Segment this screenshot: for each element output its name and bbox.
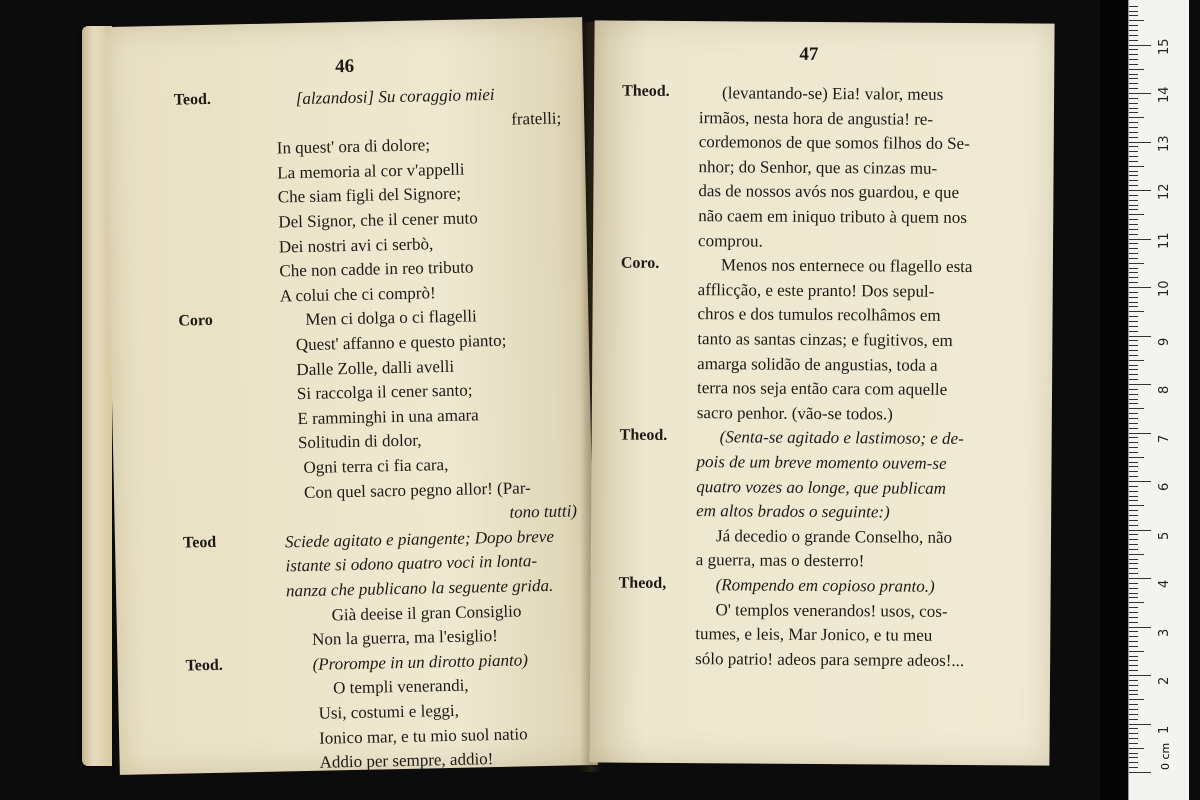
text-line: afflicção, e este pranto! Dos sepul- bbox=[697, 279, 935, 301]
ruler-tick bbox=[1129, 724, 1151, 725]
ruler-tick bbox=[1129, 336, 1151, 337]
ruler-tick bbox=[1129, 54, 1138, 55]
ruler-tick bbox=[1129, 88, 1138, 89]
ruler-label: 11 bbox=[1157, 231, 1172, 249]
ruler-tick bbox=[1129, 263, 1144, 264]
ruler-label: 2 bbox=[1157, 676, 1172, 685]
ruler-tick bbox=[1129, 171, 1138, 172]
speaker-label: Theod. bbox=[622, 82, 670, 100]
ruler-tick bbox=[1129, 83, 1138, 84]
ruler-tick bbox=[1129, 190, 1151, 191]
ruler-tick bbox=[1129, 360, 1144, 361]
measuring-ruler bbox=[1128, 0, 1189, 800]
ruler-tick bbox=[1129, 180, 1138, 181]
ruler-tick bbox=[1129, 74, 1138, 75]
ruler-tick bbox=[1129, 520, 1138, 521]
text-line: O templi venerandi, bbox=[332, 675, 469, 698]
text-line: Quest' affanno e questo pianto; bbox=[295, 330, 507, 355]
ruler-tick bbox=[1129, 539, 1138, 540]
ruler-tick bbox=[1129, 40, 1138, 41]
ruler-tick bbox=[1129, 350, 1138, 351]
ruler-tick bbox=[1129, 714, 1138, 715]
ruler-tick bbox=[1129, 466, 1138, 467]
ruler-tick bbox=[1129, 64, 1138, 65]
ruler-tick bbox=[1129, 505, 1144, 506]
ruler-tick bbox=[1129, 112, 1138, 113]
ruler-tick bbox=[1129, 132, 1138, 133]
ruler-tick bbox=[1129, 214, 1144, 215]
ruler-tick bbox=[1129, 476, 1138, 477]
ruler-tick bbox=[1129, 98, 1138, 99]
ruler-label: 6 bbox=[1157, 482, 1172, 491]
ruler-tick bbox=[1129, 69, 1144, 70]
ruler-label: 8 bbox=[1157, 385, 1172, 394]
right-page bbox=[589, 20, 1054, 765]
ruler-tick bbox=[1129, 428, 1138, 429]
text-line: Já decedio o grande Conselho, não bbox=[715, 526, 953, 547]
text-line: nanza che publicano la seguente grida. bbox=[285, 575, 554, 601]
page-number: 47 bbox=[799, 43, 819, 65]
ruler-tick bbox=[1129, 108, 1138, 109]
ruler-label: 9 bbox=[1157, 337, 1172, 346]
ruler-tick bbox=[1129, 6, 1138, 7]
ruler-tick bbox=[1129, 622, 1138, 623]
ruler-tick bbox=[1129, 617, 1138, 618]
ruler-tick bbox=[1129, 117, 1144, 118]
ruler-tick bbox=[1129, 272, 1138, 273]
ruler-tick bbox=[1129, 239, 1151, 240]
ruler-tick bbox=[1129, 205, 1138, 206]
ruler-tick bbox=[1129, 500, 1138, 501]
ruler-tick bbox=[1129, 146, 1138, 147]
ruler-tick bbox=[1129, 93, 1151, 94]
ruler-tick bbox=[1129, 161, 1138, 162]
ruler-tick bbox=[1129, 559, 1138, 560]
ruler-tick bbox=[1129, 646, 1138, 647]
text-line: Non la guerra, ma l'esiglio! bbox=[311, 626, 499, 650]
text-line: O' templos venerandos! usos, cos- bbox=[715, 599, 948, 621]
ruler-tick bbox=[1129, 142, 1151, 143]
text-line: irmãos, nesta hora de angustia! re- bbox=[698, 107, 934, 129]
speaker-label: Teod. bbox=[185, 656, 223, 675]
ruler-label: 4 bbox=[1157, 579, 1172, 588]
ruler-tick bbox=[1129, 258, 1138, 259]
ruler-tick bbox=[1129, 544, 1138, 545]
ruler-tick bbox=[1129, 340, 1138, 341]
ruler-tick bbox=[1129, 690, 1138, 691]
ruler-tick bbox=[1129, 733, 1138, 734]
ruler-tick bbox=[1129, 384, 1151, 385]
speaker-label: Theod, bbox=[618, 574, 667, 592]
ruler-tick bbox=[1129, 738, 1138, 739]
ruler-tick bbox=[1129, 437, 1138, 438]
ruler-label: 12 bbox=[1157, 183, 1172, 200]
ruler-tick bbox=[1129, 442, 1138, 443]
ruler-tick bbox=[1129, 234, 1138, 235]
ruler-tick bbox=[1129, 481, 1151, 482]
speaker-label: Teod bbox=[182, 533, 217, 552]
ruler-tick bbox=[1129, 25, 1138, 26]
text-line: Solitudin di dolor, bbox=[297, 430, 422, 453]
background-band bbox=[1100, 0, 1128, 800]
ruler-tick bbox=[1129, 253, 1138, 254]
speaker-label: Coro. bbox=[620, 254, 660, 273]
ruler-tick bbox=[1129, 394, 1138, 395]
ruler-tick bbox=[1129, 306, 1138, 307]
text-line: tanto as santas cinzas; e fugitivos, em bbox=[697, 329, 953, 350]
ruler-tick bbox=[1129, 462, 1138, 463]
ruler-tick bbox=[1129, 447, 1138, 448]
ruler-tick bbox=[1129, 15, 1138, 16]
text-line: A colui che ci comprò! bbox=[279, 283, 436, 306]
ruler-tick bbox=[1129, 326, 1138, 327]
ruler-tick bbox=[1129, 680, 1138, 681]
ruler-tick bbox=[1129, 636, 1138, 637]
ruler-tick bbox=[1129, 185, 1138, 186]
text-line: pois de um breve momento ouvem-se bbox=[696, 452, 947, 473]
ruler-tick bbox=[1129, 433, 1151, 434]
ruler-tick bbox=[1129, 563, 1138, 564]
text-line: Men ci dolga o ci flagelli bbox=[305, 306, 477, 330]
ruler-label: 7 bbox=[1157, 434, 1172, 443]
ruler-tick bbox=[1129, 297, 1138, 298]
ruler-tick bbox=[1129, 549, 1138, 550]
ruler-tick bbox=[1129, 728, 1138, 729]
text-line: fratelli; bbox=[511, 108, 562, 129]
ruler-tick bbox=[1129, 631, 1138, 632]
text-line: quatro vozes ao longe, que publicam bbox=[696, 476, 947, 498]
ruler-tick bbox=[1129, 583, 1138, 584]
ruler-tick bbox=[1129, 491, 1138, 492]
text-line: Dei nostri avi ci serbò, bbox=[278, 233, 434, 257]
ruler-tick bbox=[1129, 321, 1138, 322]
ruler-tick bbox=[1129, 665, 1138, 666]
ruler-tick bbox=[1129, 127, 1138, 128]
ruler-tick bbox=[1129, 748, 1144, 749]
ruler-tick bbox=[1129, 311, 1144, 312]
ruler-label: 1 bbox=[1157, 725, 1172, 734]
text-line: tumes, e leis, Mar Jonico, e tu meu bbox=[695, 624, 933, 645]
text-line: [alzandosi] Su coraggio miei bbox=[295, 84, 495, 109]
ruler-tick bbox=[1129, 166, 1144, 167]
ruler-tick bbox=[1129, 282, 1138, 283]
ruler-tick bbox=[1129, 49, 1138, 50]
ruler-tick bbox=[1129, 151, 1138, 152]
page-number: 46 bbox=[334, 55, 355, 78]
ruler-tick bbox=[1129, 59, 1138, 60]
ruler-tick bbox=[1129, 287, 1151, 288]
ruler-label: 14 bbox=[1157, 86, 1172, 103]
ruler-label: 15 bbox=[1157, 37, 1172, 55]
text-line: In quest' ora di dolore; bbox=[276, 135, 431, 158]
ruler-tick bbox=[1129, 45, 1151, 46]
text-line: cordemonos de que somos filhos do Se- bbox=[698, 132, 970, 154]
text-line: chros e dos tumulos recolhâmos em bbox=[697, 304, 941, 326]
ruler-tick bbox=[1129, 277, 1138, 278]
ruler-tick bbox=[1129, 20, 1144, 21]
ruler-tick bbox=[1129, 399, 1138, 400]
ruler-tick bbox=[1129, 219, 1138, 220]
text-line: sólo patrio! adeos para sempre adeos!... bbox=[695, 648, 965, 670]
ruler-tick bbox=[1129, 423, 1138, 424]
ruler-tick bbox=[1129, 694, 1138, 695]
ruler-tick bbox=[1129, 248, 1138, 249]
ruler-tick bbox=[1129, 471, 1138, 472]
ruler-tick bbox=[1129, 597, 1138, 598]
text-line: Menos nos enternece ou flagello esta bbox=[720, 255, 973, 277]
ruler-tick bbox=[1129, 345, 1138, 346]
ruler-tick bbox=[1129, 588, 1138, 589]
text-line: não caem em iniquo tributo à quem nos bbox=[698, 206, 967, 228]
ruler-tick bbox=[1129, 515, 1138, 516]
speaker-label: Coro bbox=[178, 312, 213, 330]
ruler-label: 5 bbox=[1157, 531, 1172, 540]
ruler-tick bbox=[1129, 554, 1144, 555]
ruler-tick bbox=[1129, 229, 1138, 230]
text-line: La memoria al cor v'appelli bbox=[277, 159, 465, 183]
text-line: nhor; do Senhor, que as cinzas mu- bbox=[698, 156, 938, 178]
ruler-tick bbox=[1129, 670, 1138, 671]
ruler-tick bbox=[1129, 243, 1138, 244]
ruler-label: 10 bbox=[1157, 280, 1172, 297]
ruler-tick bbox=[1129, 578, 1151, 579]
ruler-tick bbox=[1129, 675, 1151, 676]
ruler-tick bbox=[1129, 379, 1138, 380]
ruler-label: 13 bbox=[1157, 134, 1172, 152]
ruler-tick bbox=[1129, 413, 1138, 414]
ruler-tick bbox=[1129, 704, 1138, 705]
ruler-tick bbox=[1129, 224, 1138, 225]
ruler-tick bbox=[1129, 530, 1151, 531]
text-line: E ramminghi in una amara bbox=[297, 405, 479, 428]
ruler-tick bbox=[1129, 200, 1138, 201]
ruler-tick bbox=[1129, 568, 1138, 569]
text-line: Che siam figli del Signore; bbox=[277, 184, 462, 207]
ruler-tick bbox=[1129, 365, 1138, 366]
text-line: Dalle Zolle, dalli avelli bbox=[296, 356, 455, 379]
ruler-tick bbox=[1129, 496, 1138, 497]
ruler-tick bbox=[1129, 175, 1138, 176]
ruler-tick bbox=[1129, 156, 1138, 157]
text-line: Ionico mar, e tu mio suol natio bbox=[318, 723, 528, 748]
ruler-tick bbox=[1129, 719, 1138, 720]
ruler-tick bbox=[1129, 757, 1138, 758]
text-line: tono tutti) bbox=[509, 501, 578, 522]
text-line: (Rompendo em copioso pranto.) bbox=[715, 575, 935, 596]
ruler-tick bbox=[1129, 403, 1138, 404]
ruler-tick bbox=[1129, 486, 1138, 487]
ruler-tick bbox=[1129, 35, 1138, 36]
text-line: sacro penhor. (vão-se todos.) bbox=[696, 402, 893, 424]
ruler-tick bbox=[1129, 743, 1138, 744]
ruler-tick bbox=[1129, 30, 1138, 31]
text-line: Ogni terra ci fia cara, bbox=[303, 454, 449, 478]
ruler-tick bbox=[1129, 316, 1138, 317]
text-line: istante si odono quatro voci in lonta- bbox=[285, 551, 538, 576]
text-line: Già deeise il gran Consiglio bbox=[331, 601, 522, 625]
ruler-tick bbox=[1129, 369, 1138, 370]
ruler-tick bbox=[1129, 78, 1138, 79]
ruler-tick bbox=[1129, 772, 1151, 773]
text-line: a guerra, mas o desterro! bbox=[695, 550, 865, 571]
ruler-tick bbox=[1129, 699, 1144, 700]
ruler-tick bbox=[1129, 510, 1138, 511]
ruler-label: 3 bbox=[1157, 628, 1172, 637]
text-line: Usi, costumi e leggi, bbox=[318, 700, 460, 723]
text-line: (Prorompe in un dirotto pianto) bbox=[312, 650, 529, 674]
text-line: das de nossos avós nos guardou, e que bbox=[698, 181, 960, 203]
text-line: (Senta-se agitado e lastimoso; e de- bbox=[719, 427, 964, 449]
ruler-tick bbox=[1129, 209, 1138, 210]
speaker-label: Theod. bbox=[619, 426, 668, 445]
ruler-tick bbox=[1129, 534, 1138, 535]
ruler-tick bbox=[1129, 602, 1144, 603]
ruler-tick bbox=[1129, 374, 1138, 375]
ruler-tick bbox=[1129, 292, 1138, 293]
ruler-tick bbox=[1129, 573, 1138, 574]
ruler-tick bbox=[1129, 767, 1138, 768]
text-line: Si raccolga il cener santo; bbox=[296, 380, 473, 404]
ruler-tick bbox=[1129, 753, 1138, 754]
text-line: Del Signor, che il cener muto bbox=[278, 208, 478, 232]
ruler-tick bbox=[1129, 641, 1138, 642]
ruler-tick bbox=[1129, 593, 1138, 594]
left-page bbox=[104, 17, 598, 775]
text-line: terra nos seja então cara com aquelle bbox=[696, 378, 948, 400]
ruler-tick bbox=[1129, 103, 1138, 104]
text-line: comprou. bbox=[697, 230, 763, 251]
ruler-tick bbox=[1129, 457, 1144, 458]
text-line: Che non cadde in reo tributo bbox=[279, 257, 474, 281]
ruler-tick bbox=[1129, 268, 1138, 269]
ruler-tick bbox=[1129, 355, 1138, 356]
ruler-tick bbox=[1129, 627, 1151, 628]
ruler-tick bbox=[1129, 651, 1144, 652]
ruler-tick bbox=[1129, 11, 1138, 12]
ruler-tick bbox=[1129, 302, 1138, 303]
ruler-tick bbox=[1129, 656, 1138, 657]
ruler-tick bbox=[1129, 660, 1138, 661]
ruler-tick bbox=[1129, 452, 1138, 453]
text-line: amarga solidão de angustias, toda a bbox=[697, 353, 938, 375]
ruler-tick bbox=[1129, 137, 1138, 138]
ruler-tick bbox=[1129, 762, 1138, 763]
ruler-tick bbox=[1129, 612, 1138, 613]
text-line: Con quel sacro pegno allor! (Par- bbox=[303, 477, 531, 502]
ruler-tick bbox=[1129, 525, 1138, 526]
ruler-tick bbox=[1129, 607, 1138, 608]
ruler-tick bbox=[1129, 331, 1138, 332]
ruler-tick bbox=[1129, 389, 1138, 390]
ruler-tick bbox=[1129, 418, 1138, 419]
ruler-tick bbox=[1129, 122, 1138, 123]
ruler-tick bbox=[1129, 408, 1144, 409]
text-line: Sciede agitato e piangente; Dopo breve bbox=[284, 526, 555, 552]
ruler-tick bbox=[1129, 195, 1138, 196]
text-line: (levantando-se) Eia! valor, meus bbox=[722, 83, 944, 104]
speaker-label: Teod. bbox=[173, 90, 212, 109]
ruler-unit: 0 cm bbox=[1159, 742, 1172, 770]
text-line: Addio per sempre, addio! bbox=[319, 749, 494, 772]
text-line: em altos brados o seguinte:) bbox=[696, 501, 890, 522]
ruler-tick bbox=[1129, 685, 1138, 686]
ruler-tick bbox=[1129, 709, 1138, 710]
